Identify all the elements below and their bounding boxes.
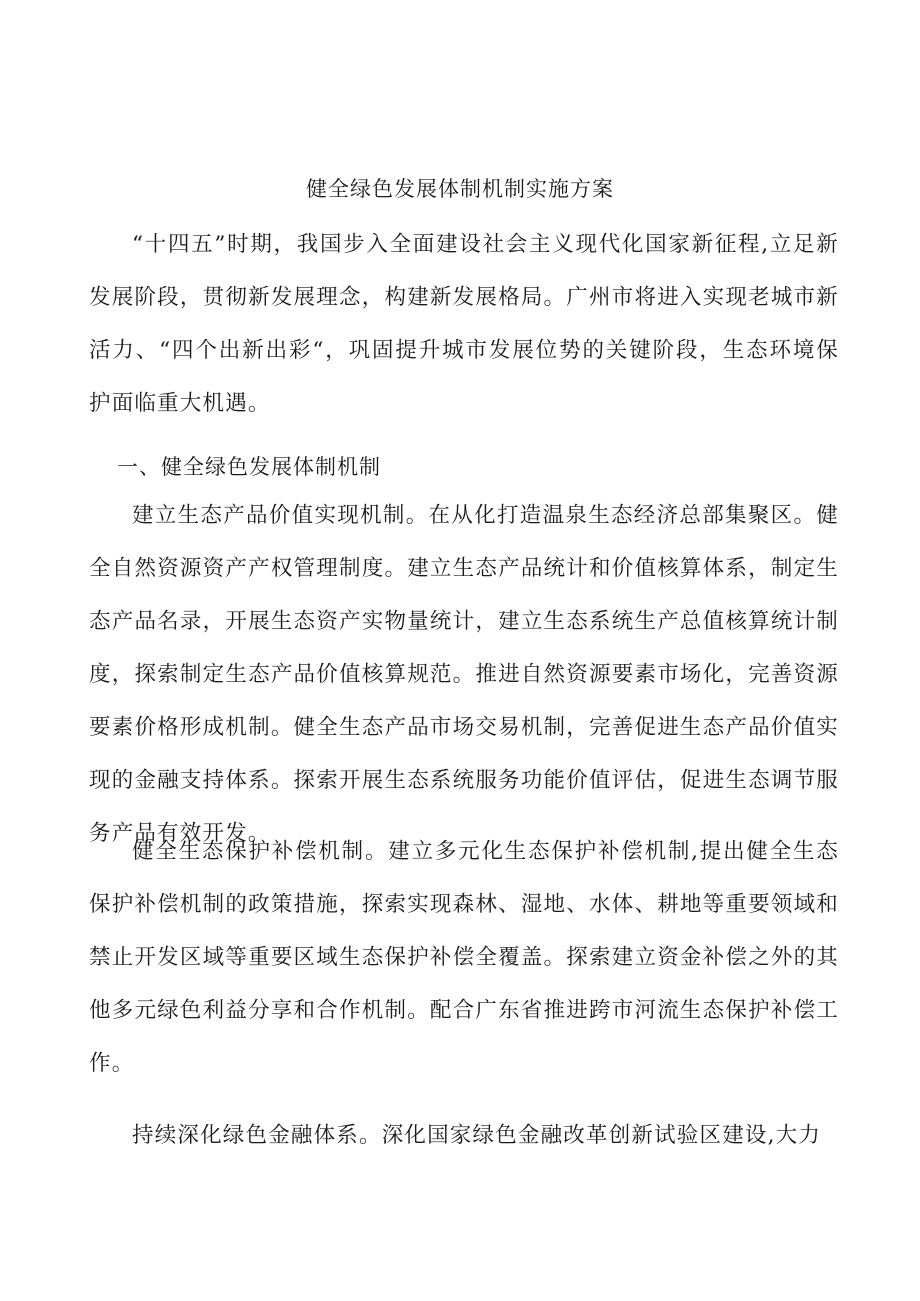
paragraph-eco-compensation: 健全生态保护补偿机制。建立多元化生态保护补偿机制,提出健全生态保护补偿机制的政策措施，探索实现森林、湿地、水体、耕地等重要领域和禁止开发区域等重要区域生态保护补偿全覆盖。探索建立资金补偿之外的其他多元绿色利益分享和合作机制。配合广东省推进跨市河流生态保护补偿工作。 xyxy=(89,839,839,1076)
document-title: 健全绿色发展体制机制实施方案 xyxy=(306,177,614,201)
paragraph-green-finance: 持续深化绿色金融体系。深化国家绿色金融改革创新试验区建设,大力 xyxy=(132,1123,822,1148)
intro-paragraph: “十四五”时期，我国步入全面建设社会主义现代化国家新征程,立足新发展阶段，贯彻新发展理念，构建新发展格局。广州市将进入实现老城市新活力、“四个出新出彩“，巩固提升城市发展位势的关键阶段，生态环境保护面临重大机遇。 xyxy=(89,232,839,416)
paragraph-eco-product-value: 建立生态产品价值实现机制。在从化打造温泉生态经济总部集聚区。健全自然资源资产产权管理制度。建立生态产品统计和价值核算体系，制定生态产品名录，开展生态资产实物量统计，建立生态系统生产总值核算统计制度，探索制定生态产品价值核算规范。推进自然资源要素市场化，完善资源要素价格形成机制。健全生态产品市场交易机制，完善促进生态产品价值实现的金融支持体系。探索开展生态系统服务功能价值评估，促进生态调节服务产品有效开发。 xyxy=(89,503,839,846)
section-heading: 一、健全绿色发展体制机制 xyxy=(117,455,381,479)
